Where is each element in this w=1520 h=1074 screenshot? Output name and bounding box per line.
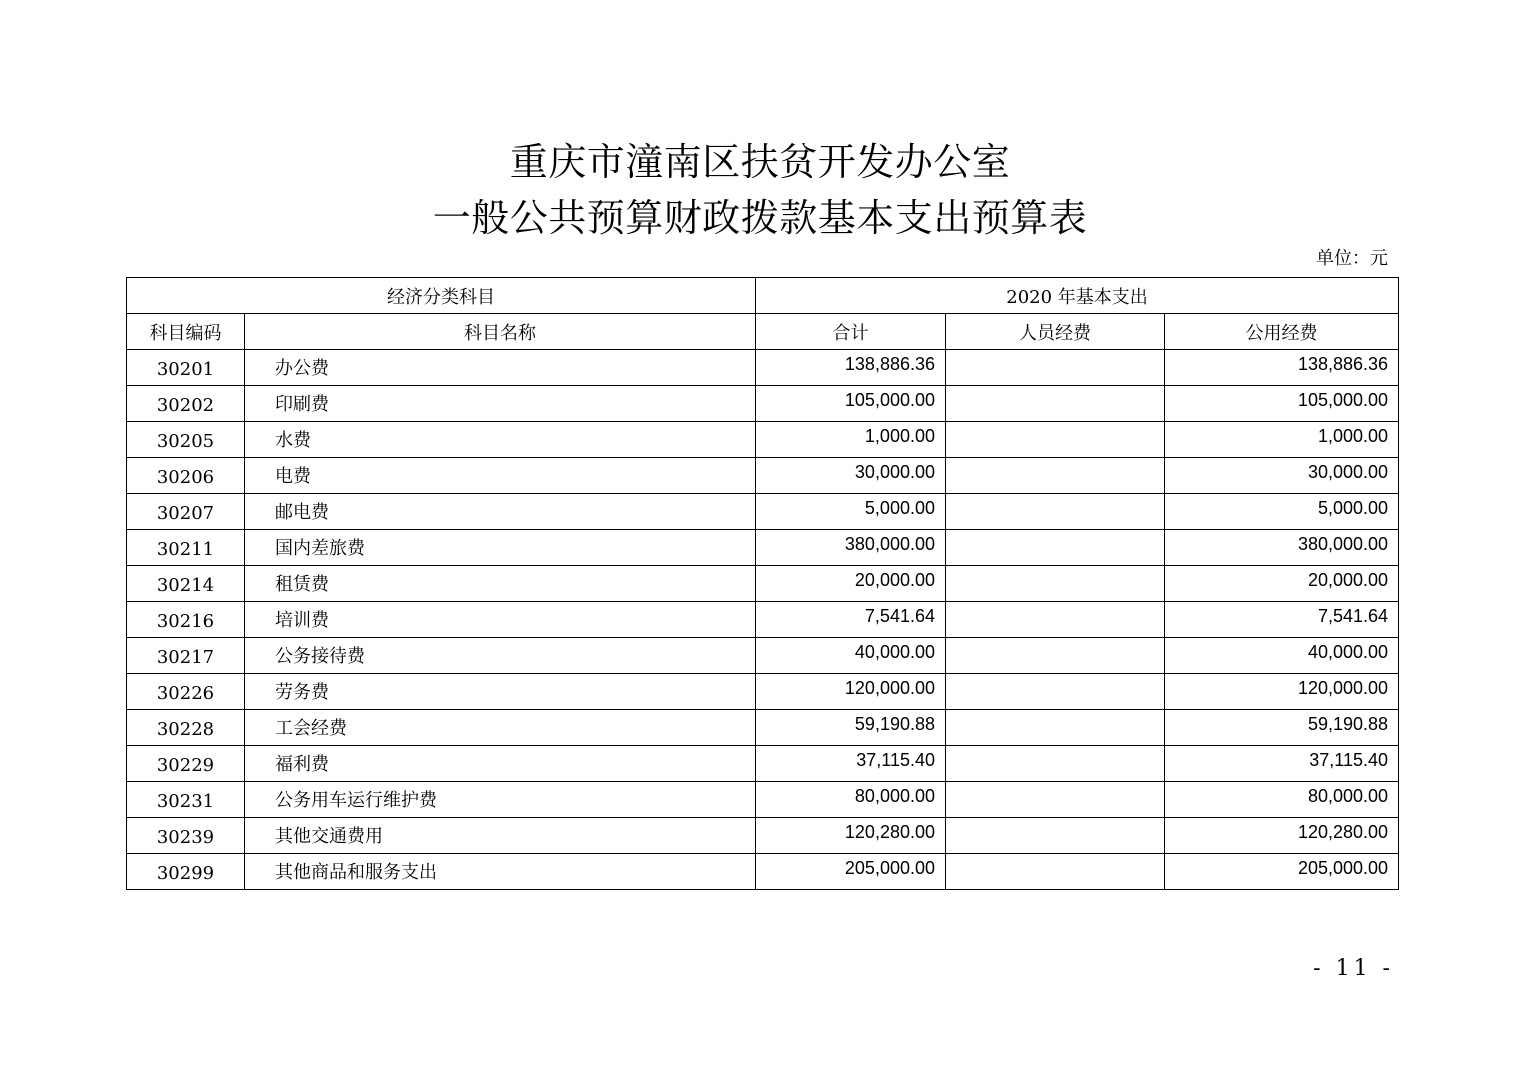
table-row xyxy=(127,422,1399,458)
cell-total: 59,190.88 xyxy=(756,710,946,746)
cell-public: 120,000.00 xyxy=(1165,674,1399,710)
cell-public: 80,000.00 xyxy=(1165,782,1399,818)
cell-code: 30299 xyxy=(127,854,245,890)
table-row xyxy=(127,602,1399,638)
cell-public: 59,190.88 xyxy=(1165,710,1399,746)
cell-code: 30216 xyxy=(127,602,245,638)
document-title-line2: 一般公共预算财政拨款基本支出预算表 xyxy=(432,196,1088,240)
column-header-name: 科目名称 xyxy=(245,314,756,350)
cell-personnel xyxy=(946,422,1165,458)
cell-personnel xyxy=(946,566,1165,602)
cell-total: 138,886.36 xyxy=(756,350,946,386)
table-row xyxy=(127,386,1399,422)
cell-name: 印刷费 xyxy=(245,386,756,422)
cell-code: 30229 xyxy=(127,746,245,782)
table-row xyxy=(127,350,1399,386)
table-row xyxy=(127,854,1399,890)
header-economic-classification: 经济分类科目 xyxy=(127,278,756,314)
budget-table xyxy=(126,277,1399,890)
unit-label: 单位：元 xyxy=(1316,248,1388,269)
cell-personnel xyxy=(946,602,1165,638)
column-header-total: 合计 xyxy=(756,314,946,350)
cell-name: 电费 xyxy=(245,458,756,494)
column-header-public: 公用经费 xyxy=(1165,314,1399,350)
cell-code: 30201 xyxy=(127,350,245,386)
table-row xyxy=(127,530,1399,566)
cell-code: 30217 xyxy=(127,638,245,674)
cell-personnel xyxy=(946,710,1165,746)
cell-code: 30231 xyxy=(127,782,245,818)
cell-total: 105,000.00 xyxy=(756,386,946,422)
column-header-personnel: 人员经费 xyxy=(946,314,1165,350)
table-column-header-row xyxy=(127,314,1399,350)
cell-total: 40,000.00 xyxy=(756,638,946,674)
cell-name: 水费 xyxy=(245,422,756,458)
cell-public: 105,000.00 xyxy=(1165,386,1399,422)
cell-name: 国内差旅费 xyxy=(245,530,756,566)
cell-personnel xyxy=(946,674,1165,710)
cell-name: 其他交通费用 xyxy=(245,818,756,854)
cell-personnel xyxy=(946,818,1165,854)
table-row xyxy=(127,674,1399,710)
cell-code: 30205 xyxy=(127,422,245,458)
cell-total: 380,000.00 xyxy=(756,530,946,566)
table-row xyxy=(127,782,1399,818)
cell-personnel xyxy=(946,782,1165,818)
table-row xyxy=(127,566,1399,602)
table-row xyxy=(127,638,1399,674)
cell-code: 30202 xyxy=(127,386,245,422)
cell-total: 37,115.40 xyxy=(756,746,946,782)
cell-total: 80,000.00 xyxy=(756,782,946,818)
header-basic-expenditure: 2020 年基本支出 xyxy=(756,278,1399,314)
cell-public: 205,000.00 xyxy=(1165,854,1399,890)
cell-total: 20,000.00 xyxy=(756,566,946,602)
cell-total: 30,000.00 xyxy=(756,458,946,494)
cell-personnel xyxy=(946,350,1165,386)
table-group-header-row xyxy=(127,278,1399,314)
cell-total: 205,000.00 xyxy=(756,854,946,890)
cell-public: 380,000.00 xyxy=(1165,530,1399,566)
cell-name: 其他商品和服务支出 xyxy=(245,854,756,890)
cell-public: 138,886.36 xyxy=(1165,350,1399,386)
cell-public: 120,280.00 xyxy=(1165,818,1399,854)
cell-personnel xyxy=(946,854,1165,890)
table-row xyxy=(127,458,1399,494)
cell-total: 7,541.64 xyxy=(756,602,946,638)
cell-public: 20,000.00 xyxy=(1165,566,1399,602)
cell-code: 30226 xyxy=(127,674,245,710)
cell-name: 租赁费 xyxy=(245,566,756,602)
document-title-line1: 重庆市潼南区扶贫开发办公室 xyxy=(509,140,1011,184)
cell-code: 30228 xyxy=(127,710,245,746)
table-row xyxy=(127,818,1399,854)
cell-personnel xyxy=(946,494,1165,530)
cell-public: 37,115.40 xyxy=(1165,746,1399,782)
cell-code: 30211 xyxy=(127,530,245,566)
cell-name: 公务接待费 xyxy=(245,638,756,674)
cell-public: 30,000.00 xyxy=(1165,458,1399,494)
cell-name: 公务用车运行维护费 xyxy=(245,782,756,818)
cell-name: 办公费 xyxy=(245,350,756,386)
cell-personnel xyxy=(946,458,1165,494)
cell-personnel xyxy=(946,530,1165,566)
cell-personnel xyxy=(946,386,1165,422)
cell-code: 30206 xyxy=(127,458,245,494)
table-row xyxy=(127,710,1399,746)
cell-code: 30214 xyxy=(127,566,245,602)
cell-total: 120,000.00 xyxy=(756,674,946,710)
cell-public: 40,000.00 xyxy=(1165,638,1399,674)
cell-name: 培训费 xyxy=(245,602,756,638)
table-row xyxy=(127,746,1399,782)
cell-name: 劳务费 xyxy=(245,674,756,710)
cell-name: 工会经费 xyxy=(245,710,756,746)
table-row xyxy=(127,494,1399,530)
cell-name: 邮电费 xyxy=(245,494,756,530)
cell-code: 30239 xyxy=(127,818,245,854)
column-header-code: 科目编码 xyxy=(127,314,245,350)
cell-public: 1,000.00 xyxy=(1165,422,1399,458)
cell-total: 1,000.00 xyxy=(756,422,946,458)
cell-total: 5,000.00 xyxy=(756,494,946,530)
cell-code: 30207 xyxy=(127,494,245,530)
page-number: - 11 - xyxy=(1313,956,1394,981)
cell-total: 120,280.00 xyxy=(756,818,946,854)
cell-personnel xyxy=(946,746,1165,782)
cell-public: 5,000.00 xyxy=(1165,494,1399,530)
cell-name: 福利费 xyxy=(245,746,756,782)
cell-public: 7,541.64 xyxy=(1165,602,1399,638)
cell-personnel xyxy=(946,638,1165,674)
